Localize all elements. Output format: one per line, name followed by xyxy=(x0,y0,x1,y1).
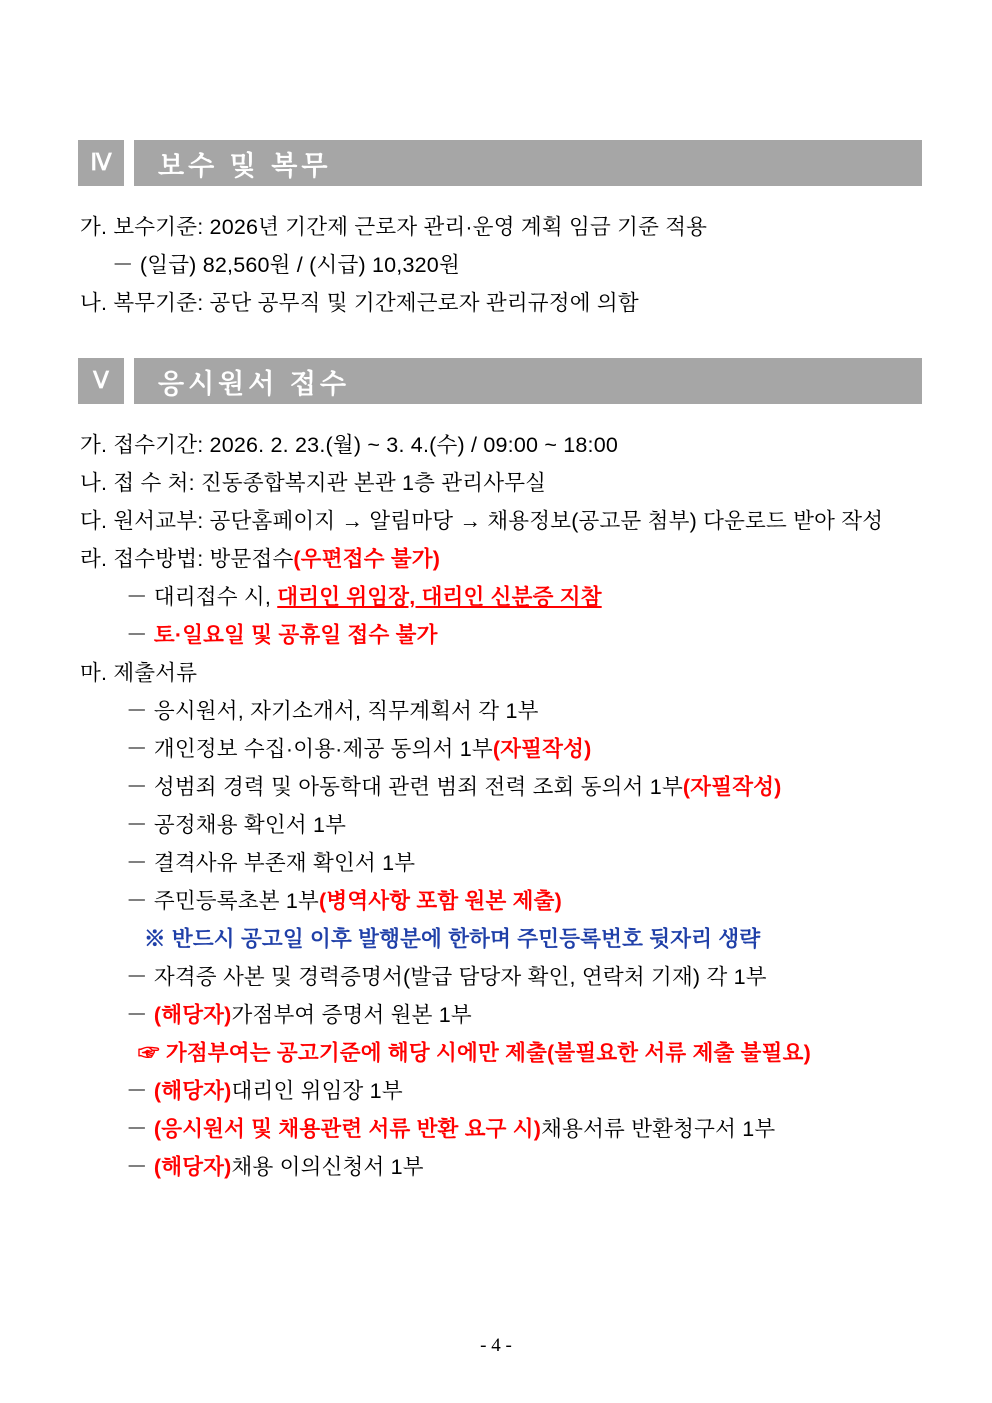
text-line xyxy=(78,426,922,464)
text-line xyxy=(78,654,922,692)
text-run: (자필작성) xyxy=(682,775,782,799)
text-run: (해당자) xyxy=(153,1003,232,1027)
text-run: － 주민등록초본 1부 xyxy=(126,889,319,913)
text-line xyxy=(78,246,922,284)
text-line xyxy=(78,1034,922,1072)
section-spacer xyxy=(78,328,922,358)
section-4-header xyxy=(78,140,922,186)
text-line xyxy=(78,730,922,768)
section-4-number: Ⅳ xyxy=(78,140,124,186)
text-run: 가. 보수기준: 2026년 기간제 근로자 관리·운영 계획 임금 기준 적용 xyxy=(80,215,708,239)
text-line xyxy=(78,284,922,322)
section-5-title: 응시원서 접수 xyxy=(134,358,922,404)
text-line xyxy=(78,768,922,806)
text-run: 가. 접수기간: 2026. 2. 23.(월) ~ 3. 4.(수) / 09:00 ~ 18:00 xyxy=(80,433,619,457)
text-line xyxy=(78,882,922,920)
text-run: － (일급) 82,560원 / (시급) 10,320원 xyxy=(112,253,460,277)
text-run: 다. 원서교부: 공단홈페이지 → 알림마당 → 채용정보(공고문 첨부) 다운로드 받아 작성 xyxy=(80,509,884,533)
section-5-body xyxy=(78,426,922,1186)
page-number: - 4 - xyxy=(480,1335,512,1356)
text-run: (우편접수 불가) xyxy=(293,547,441,571)
text-run: 라. 접수방법: 방문접수 xyxy=(80,547,294,571)
text-line xyxy=(78,1148,922,1186)
text-run: － xyxy=(126,1155,154,1179)
text-run: － xyxy=(126,1117,154,1141)
text-run: － xyxy=(126,1079,154,1103)
text-run: 마. 제출서류 xyxy=(80,661,198,685)
section-4-title: 보수 및 복무 xyxy=(134,140,922,186)
text-run: ☞ 가점부여는 공고기준에 해당 시에만 제출(불필요한 서류 제출 불필요) xyxy=(138,1041,811,1065)
text-run: 채용 이의신청서 1부 xyxy=(231,1155,424,1179)
text-line xyxy=(78,616,922,654)
text-run: － 개인정보 수집·이용·제공 동의서 1부 xyxy=(126,737,493,761)
text-run: － 공정채용 확인서 1부 xyxy=(126,813,347,837)
text-run: 가점부여 증명서 원본 1부 xyxy=(231,1003,472,1027)
text-run: － 자격증 사본 및 경력증명서(발급 담당자 확인, 연락처 기재) 각 1부 xyxy=(126,965,767,989)
text-run: 나. 복무기준: 공단 공무직 및 기간제근로자 관리규정에 의함 xyxy=(80,291,639,315)
text-run: (병역사항 포함 원본 제출) xyxy=(319,889,562,913)
text-run: (해당자) xyxy=(153,1079,232,1103)
text-line xyxy=(78,958,922,996)
text-run: (자필작성) xyxy=(492,737,592,761)
text-run: － 응시원서, 자기소개서, 직무계획서 각 1부 xyxy=(126,699,539,723)
text-line xyxy=(78,806,922,844)
text-run: ※ 반드시 공고일 이후 발행분에 한하며 주민등록번호 뒷자리 생략 xyxy=(144,927,761,951)
text-run: 대리인 위임장, 대리인 신분증 지참 xyxy=(277,585,602,609)
section-5 xyxy=(78,358,922,1186)
text-run: 대리인 위임장 1부 xyxy=(231,1079,403,1103)
text-run: (응시원서 및 채용관련 서류 반환 요구 시) xyxy=(153,1117,542,1141)
text-run: 토·일요일 및 공휴일 접수 불가 xyxy=(153,623,438,647)
text-run: － 결격사유 부존재 확인서 1부 xyxy=(126,851,416,875)
text-line xyxy=(78,1072,922,1110)
text-line xyxy=(78,540,922,578)
text-line xyxy=(78,844,922,882)
text-line xyxy=(78,578,922,616)
text-line xyxy=(78,502,922,540)
section-4-body xyxy=(78,208,922,322)
text-line xyxy=(78,1110,922,1148)
text-run: 나. 접 수 처: 진동종합복지관 본관 1층 관리사무실 xyxy=(80,471,547,495)
text-run: － 대리접수 시, xyxy=(126,585,278,609)
text-line xyxy=(78,208,922,246)
text-line xyxy=(78,692,922,730)
text-line xyxy=(78,464,922,502)
text-line xyxy=(78,996,922,1034)
text-line xyxy=(78,920,922,958)
section-4 xyxy=(78,140,922,322)
section-5-number: Ⅴ xyxy=(78,358,124,404)
text-run: － 성범죄 경력 및 아동학대 관련 범죄 전력 조회 동의서 1부 xyxy=(126,775,683,799)
text-run: － xyxy=(126,623,154,647)
text-run: (해당자) xyxy=(153,1155,232,1179)
section-5-header xyxy=(78,358,922,404)
text-run: 채용서류 반환청구서 1부 xyxy=(541,1117,776,1141)
text-run: － xyxy=(126,1003,154,1027)
